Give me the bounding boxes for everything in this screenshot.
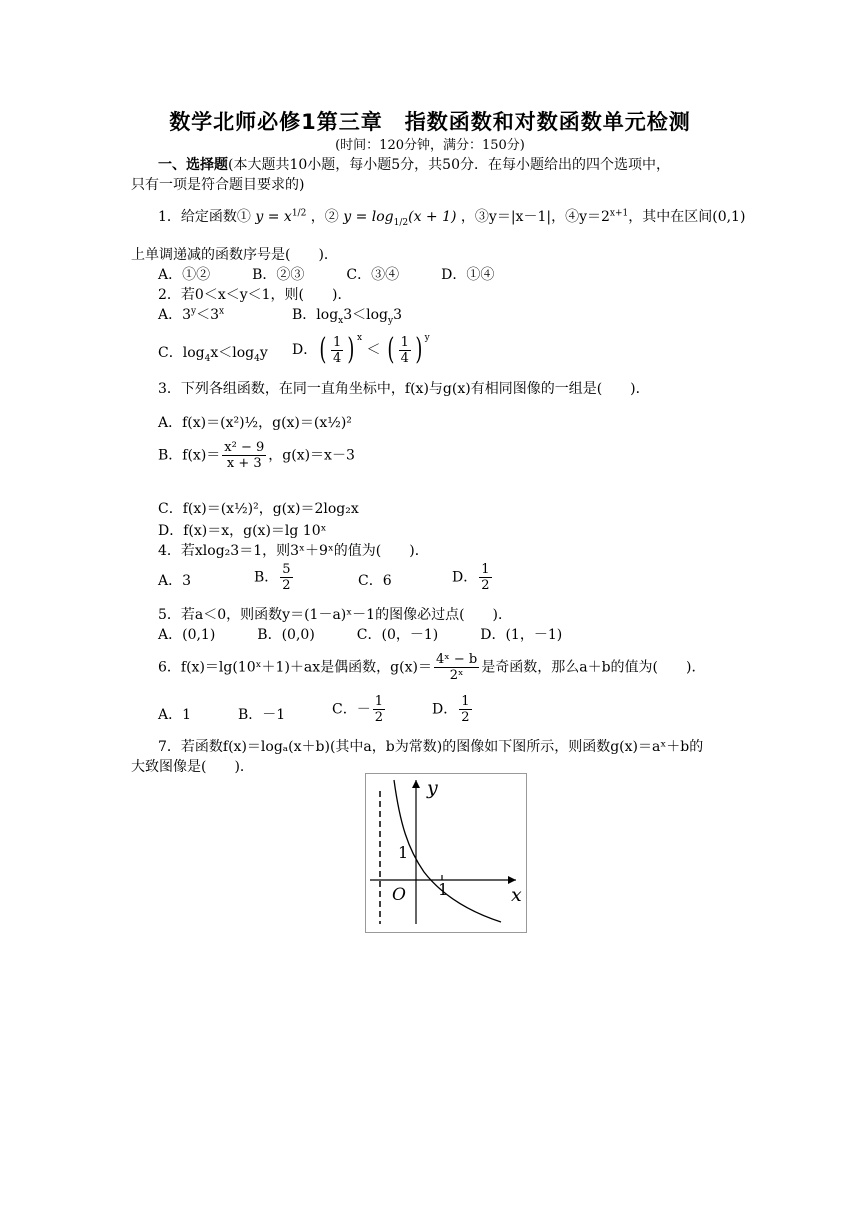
- frac-num: 1: [374, 694, 383, 709]
- y-axis-arrow: [412, 780, 420, 788]
- q2-c-sub1: 4: [204, 353, 211, 364]
- q4-stem: 4．若xlog₂3＝1，则3ˣ＋9ˣ的值为( )．: [158, 543, 429, 559]
- function-graph: [365, 773, 527, 933]
- frac-den: 2: [461, 710, 470, 725]
- q4-d-pre: D．: [452, 569, 478, 586]
- y-axis-label: y: [427, 777, 438, 799]
- y-one-label: 1: [398, 843, 409, 862]
- q2-option-a: [158, 306, 224, 324]
- section-intro-line2: 只有一项是符合题目要求的): [131, 177, 305, 193]
- q4-option-d: [452, 562, 494, 593]
- origin-label: O: [392, 885, 406, 905]
- q2-c-text: C．log: [158, 345, 205, 361]
- x-one-label: 1: [438, 880, 449, 899]
- q3-b-frac: [222, 440, 266, 471]
- q3-b-pre: B．f(x)＝: [158, 447, 221, 464]
- q2-c-sub2: 4: [254, 353, 260, 364]
- frac-num: 1: [332, 334, 342, 350]
- section-intro: [158, 156, 670, 174]
- frac-num: 1: [461, 694, 470, 709]
- q2-d-text: D．: [292, 342, 318, 358]
- q2-b-mid: 3＜log: [343, 307, 389, 323]
- frac-num: 1: [481, 562, 490, 577]
- q4-option-a: A．3: [158, 573, 192, 589]
- frac-den: 2: [374, 710, 383, 725]
- q4-option-b: [254, 562, 295, 593]
- frac-num: 5: [282, 562, 291, 577]
- right-paren: ): [415, 332, 423, 367]
- left-paren: (: [387, 332, 395, 367]
- q1-rest: ，③y＝|x－1|，④y＝2: [460, 209, 610, 225]
- section-intro-line1: (本大题共10小题，每小题5分，共50分．在每小题给出的四个选项中，: [228, 157, 670, 173]
- q2-b-sub2: y: [388, 315, 394, 326]
- q2-b-text: B．log: [292, 307, 339, 323]
- q2-d-exp1: x: [356, 333, 363, 343]
- q3-stem: 3．下列各组函数，在同一直角坐标中，f(x)与g(x)有相同图像的一组是( )．: [158, 381, 650, 397]
- frac-den: 4: [332, 350, 342, 366]
- frac-den: x + 3: [226, 456, 262, 471]
- q1-f2: y = log: [343, 209, 394, 225]
- q2-b-sub1: x: [338, 315, 344, 326]
- log-curve: [394, 780, 501, 922]
- q6-c-pre: C．－: [332, 701, 371, 718]
- q2-d-exp2: y: [424, 333, 430, 343]
- frac-num: x² − 9: [224, 440, 265, 455]
- q6-option-a: A．1: [158, 707, 192, 723]
- frac-den: 4: [400, 350, 409, 366]
- left-paren: (: [319, 332, 327, 367]
- q1-f2-arg: (x + 1): [408, 209, 457, 225]
- q7-line1: 7．若函数f(x)＝logₐ(x＋b)(其中a，b为常数)的图像如下图所示，则函数g(x)＝aˣ＋b的: [158, 739, 704, 755]
- q4-b-frac: [280, 562, 292, 593]
- q1-stem: [158, 208, 745, 226]
- q2-stem: 2．若0＜x＜y＜1，则( )．: [158, 287, 352, 303]
- q1-f1: y = x: [255, 209, 292, 225]
- q6-d-frac: [459, 694, 471, 725]
- q6-stem: [158, 652, 705, 683]
- q6-d-pre: D．: [432, 701, 458, 718]
- q3-option-b: [158, 440, 355, 471]
- document-subtitle: (时间：120分钟，满分：150分): [335, 138, 525, 153]
- q5-options: A．(0,1) B．(0,0) C．(0，－1) D．(1，－1): [158, 627, 563, 643]
- q2-option-b: [292, 306, 402, 324]
- q6-option-b: B．－1: [238, 707, 286, 723]
- q2-c-mid: x＜log: [210, 345, 255, 361]
- q2-option-c: [158, 344, 268, 362]
- q2-d-lt: ＜: [366, 342, 381, 358]
- q5-stem: 5．若a＜0，则函数y＝(1－a)ˣ－1的图像必过点( )．: [158, 607, 513, 623]
- q6-option-d: [432, 694, 474, 725]
- x-axis-arrow: [508, 876, 516, 884]
- q2-a-exp2: x: [219, 306, 225, 317]
- q3-option-d: D．f(x)＝x，g(x)＝lg 10ˣ: [158, 523, 327, 539]
- q2-c-end: y: [259, 345, 268, 361]
- q1-sep: ，②: [310, 209, 339, 225]
- q3-option-a: A．f(x)＝(x²)½，g(x)＝(x½)²: [158, 415, 352, 431]
- q1-f1-exp: 1/2: [291, 208, 307, 219]
- q6-pre: 6．f(x)＝lg(10ˣ＋1)＋ax是偶函数，g(x)＝: [158, 659, 432, 676]
- x-axis-label: x: [511, 884, 522, 906]
- frac-num: 1: [400, 334, 409, 350]
- q1-tail: ，其中在区间(0,1): [628, 209, 746, 225]
- q1-label: 1．给定函数①: [158, 209, 251, 225]
- q2-b-end: 3: [393, 307, 403, 323]
- q6-frac: [434, 652, 479, 683]
- q7-line2: 大致图像是( )．: [131, 759, 254, 775]
- q2-d-frac2: [399, 335, 411, 366]
- q1-exp: x+1: [609, 208, 629, 219]
- graph-svg: [366, 774, 526, 932]
- q3-b-post: ，g(x)＝x－3: [268, 447, 355, 464]
- q2-a-exp1: y: [191, 306, 197, 317]
- q2-d-frac1: [331, 335, 343, 366]
- q2-option-d: [292, 330, 430, 370]
- section-heading: 一、选择题: [158, 157, 228, 173]
- frac-den: 2: [282, 578, 291, 593]
- q4-b-pre: B．: [254, 569, 279, 586]
- frac-den: 2ˣ: [449, 668, 464, 683]
- q6-c-frac: [373, 694, 385, 725]
- q1-f2-base: 1/2: [393, 217, 409, 228]
- q6-option-c: [332, 694, 387, 725]
- q4-d-frac: [479, 562, 491, 593]
- document-title: 数学北师必修1第三章 指数函数和对数函数单元检测: [169, 110, 691, 134]
- q2-a-text: A．3: [158, 307, 192, 323]
- q3-option-c: C．f(x)＝(x½)²，g(x)＝2log₂x: [158, 501, 359, 517]
- q1-options: A．①② B．②③ C．③④ D．①④: [158, 267, 495, 283]
- q1-line2: 上单调递减的函数序号是( )．: [131, 247, 338, 263]
- q2-a-mid: ＜3: [196, 307, 220, 323]
- q4-option-c: C．6: [358, 573, 392, 589]
- frac-den: 2: [481, 578, 490, 593]
- frac-num: 4ˣ − b: [435, 652, 478, 667]
- right-paren: ): [347, 332, 355, 367]
- q6-post: 是奇函数，那么a＋b的值为( )．: [481, 659, 706, 676]
